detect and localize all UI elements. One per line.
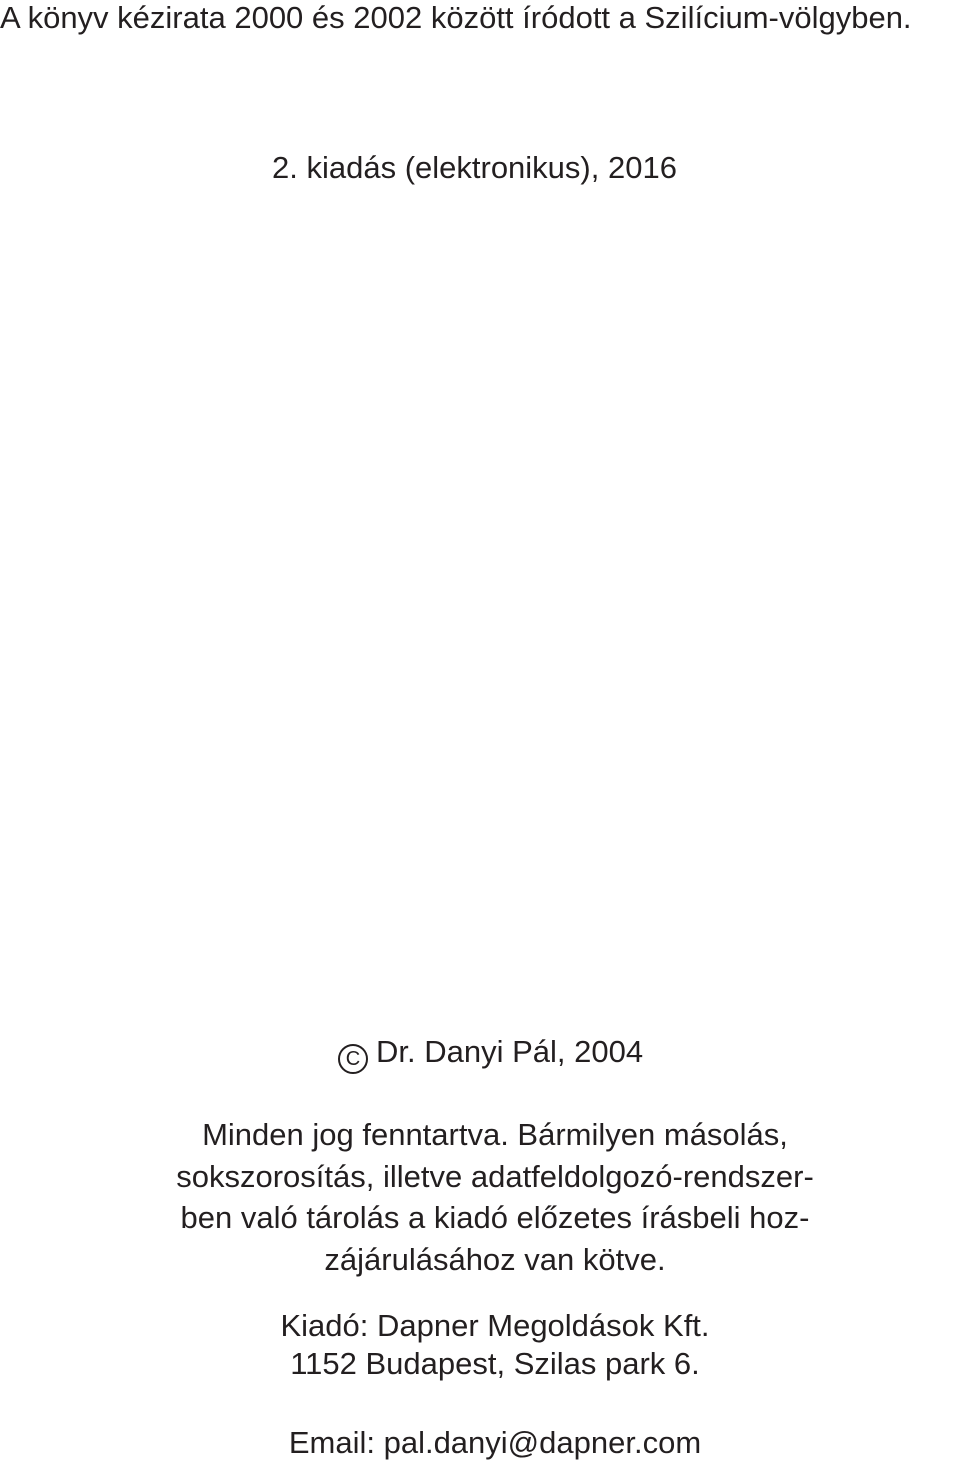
publisher-name: Kiadó: Dapner Megoldások Kft. [280, 1308, 710, 1343]
copyright-line [338, 1036, 643, 1074]
publisher-address: 1152 Budapest, Szilas park 6. [290, 1346, 700, 1381]
copyright-icon: C [338, 1044, 368, 1074]
manuscript-note: A könyv kézirata 2000 és 2002 között íródott a Szilícium-völgyben. [0, 0, 912, 35]
publisher-info [130, 1307, 860, 1383]
rights-notice-line: zájárulásához van kötve. [324, 1241, 666, 1277]
contact-email: Email: pal.danyi@dapner.com [288, 1425, 702, 1460]
rights-notice-line: Minden jog fenntartva. Bármilyen másolás, [202, 1117, 788, 1152]
edition-line: 2. kiadás (elektronikus), 2016 [272, 150, 677, 185]
rights-notice-line: ben való tárolás a kiadó előzetes írásbeli hoz- [180, 1200, 810, 1235]
copyright-holder: Dr. Danyi Pál, 2004 [376, 1034, 644, 1069]
rights-notice-line: sokszorosítás, illetve adatfeldolgozó-rendszer- [176, 1158, 814, 1194]
rights-notice [130, 1114, 860, 1280]
